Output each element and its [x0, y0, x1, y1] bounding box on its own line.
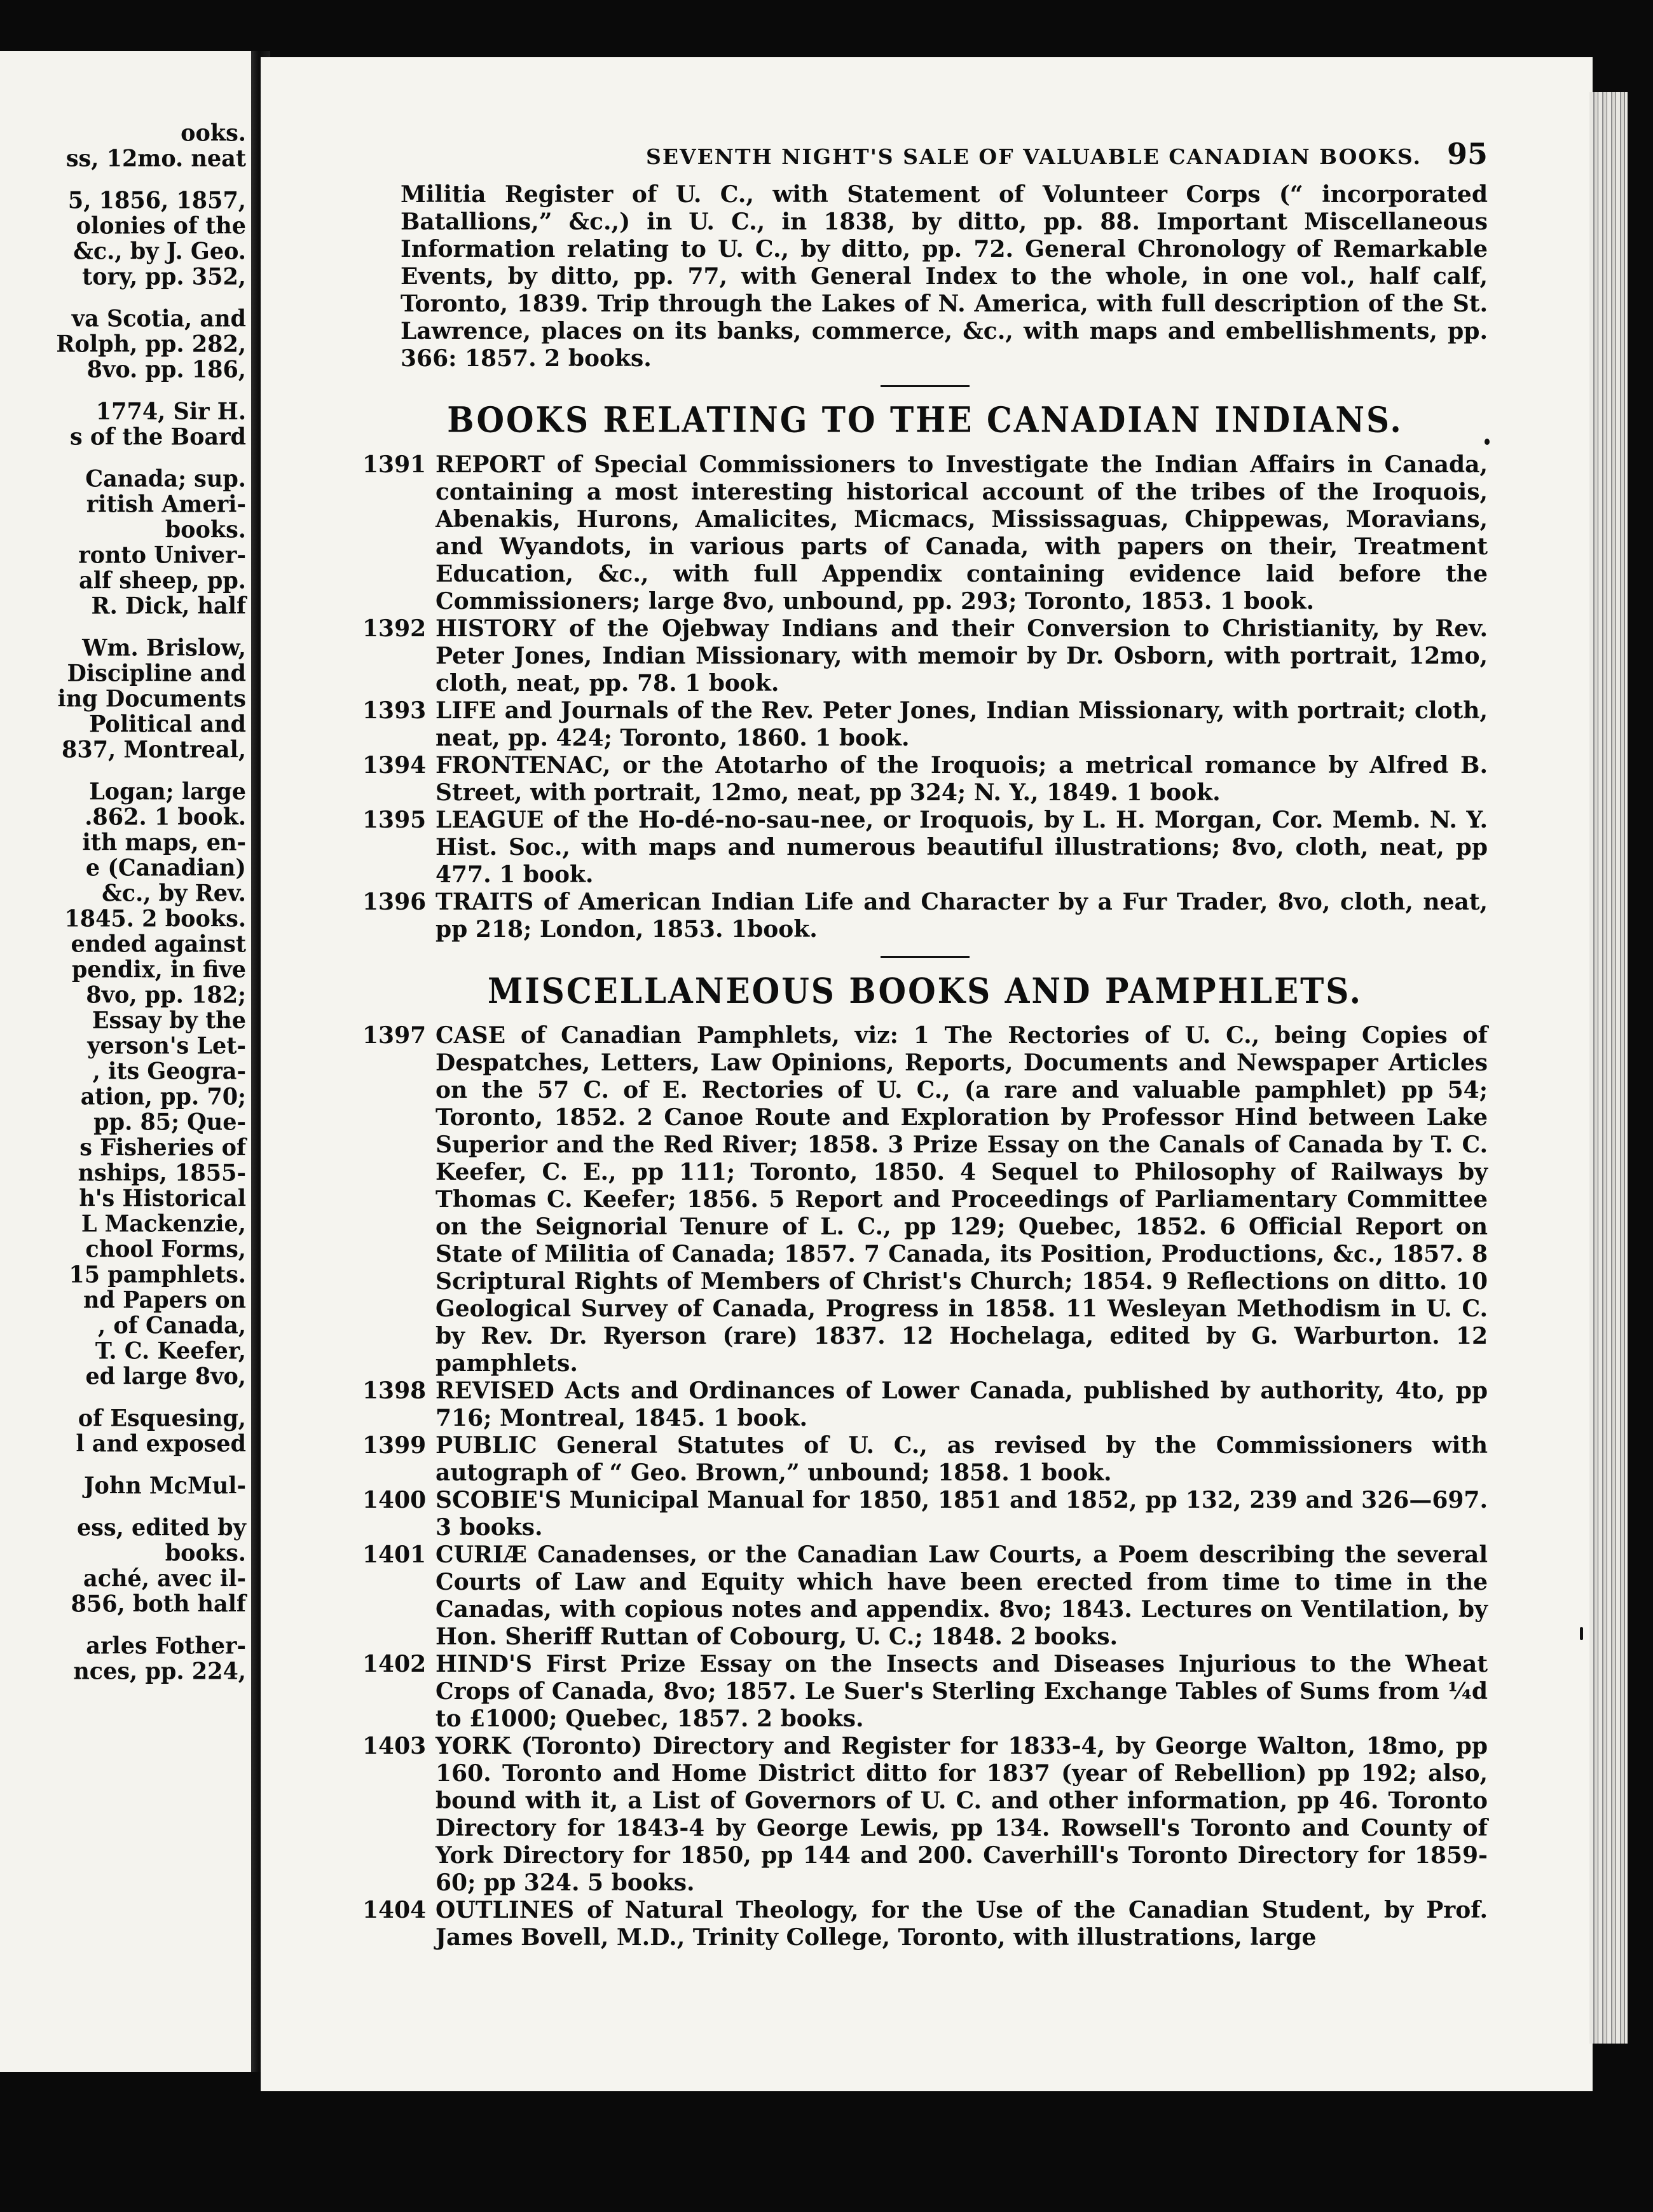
catalogue-entry: [362, 697, 1488, 752]
left-page-line: 1774, Sir H.: [95, 397, 246, 425]
lot-number: 1391: [362, 451, 427, 478]
print-speck: [1580, 1627, 1583, 1640]
left-page-line: ooks.: [181, 119, 246, 147]
left-page-line: 5, 1856, 1857,: [67, 186, 246, 214]
left-page-line: Discipline and: [67, 659, 246, 687]
lot-number: 1392: [362, 615, 427, 642]
page-number: 95: [1446, 137, 1488, 171]
entry-list: [362, 451, 1488, 943]
catalogue-entry: [362, 1733, 1488, 1897]
left-page-line: &c., by Rev.: [102, 879, 246, 907]
running-header: [362, 137, 1488, 181]
catalogue-entry: [362, 752, 1488, 807]
left-page-line: R. Dick, half: [91, 592, 246, 620]
catalogue-entry: [362, 1377, 1488, 1432]
entry-description: HIND'S First Prize Essay on the Insects and Diseases Injurious to the Wheat Crops of Canada, 8vo; 1857. Le Suer's Sterling Exchange Tables of Sums from ¼d to £1000; Quebec, 1857. 2 books.: [436, 1651, 1488, 1732]
left-page-text: [4, 121, 246, 1684]
left-page-line: , its Geogra-: [92, 1057, 246, 1085]
left-page-line: va Scotia, and: [71, 304, 246, 332]
left-page-line: of Esquesing,: [78, 1404, 246, 1432]
entry-description: REVISED Acts and Ordinances of Lower Canada, published by authority, 4to, pp 716; Montreal, 1845. 1 book.: [436, 1377, 1488, 1431]
print-speck: [1485, 439, 1490, 445]
catalogue-entry: [362, 1022, 1488, 1377]
left-page-line: ess, edited by: [77, 1513, 246, 1541]
catalogue-entry: [362, 451, 1488, 615]
left-page-line: pendix, in five: [71, 955, 246, 983]
lot-number: 1394: [362, 752, 427, 779]
section-heading: BOOKS RELATING TO THE CANADIAN INDIANS.: [447, 399, 1403, 440]
left-page-line: ritish Ameri-: [86, 490, 246, 518]
section-misc-books: [362, 956, 1488, 1951]
lot-number: 1398: [362, 1377, 427, 1404]
entry-description: OUTLINES of Natural Theology, for the Use of the Canadian Student, by Prof. James Bovell, M.D., Trinity College, Toronto, with illustrations, large: [436, 1897, 1488, 1951]
lot-number: 1397: [362, 1022, 427, 1049]
left-page-line: nships, 1855-: [78, 1159, 246, 1187]
left-page-line: books.: [165, 515, 246, 543]
left-page-line: nces, pp. 224,: [73, 1657, 246, 1685]
left-page-line: ing Documents: [57, 685, 246, 713]
left-page-line: ended against: [71, 930, 246, 958]
lot-number: 1403: [362, 1733, 427, 1759]
left-page-line: alf sheep, pp.: [79, 566, 246, 594]
catalogue-entry: [362, 1541, 1488, 1651]
left-page-line: tory, pp. 352,: [82, 263, 246, 290]
lot-number: 1393: [362, 697, 427, 724]
section-divider: [881, 956, 970, 958]
lot-number: 1396: [362, 889, 427, 915]
entry-description: PUBLIC General Statutes of U. C., as revised by the Commissioners with autograph of “ Geo. Brown,” unbound; 1858. 1 book.: [436, 1432, 1488, 1486]
entry-description: HISTORY of the Ojebway Indians and their Conversion to Christianity, by Rev. Peter Jones, Indian Missionary, with memoir by Dr. Osborn, with portrait, 12mo, cloth, neat, pp. 78. 1 book.: [436, 615, 1488, 697]
running-title: SEVENTH NIGHT'S SALE OF VALUABLE CANADIAN BOOKS.: [646, 144, 1422, 169]
left-page-line: l and exposed: [76, 1430, 246, 1458]
left-page-line: pp. 85; Que-: [93, 1108, 246, 1136]
entry-list: [362, 1022, 1488, 1951]
entry-description: LEAGUE of the Ho-dé-no-sau-nee, or Iroquois, by L. H. Morgan, Cor. Memb. N. Y. Hist. Soc., with maps and numerous beautiful illustrations; 8vo, cloth, neat, pp 477. 1 book.: [436, 807, 1488, 888]
left-page-line: arles Fother-: [86, 1632, 246, 1660]
left-page-line: ed large 8vo,: [85, 1362, 246, 1390]
page-edges: [1589, 92, 1628, 2044]
entry-description: TRAITS of American Indian Life and Character by a Fur Trader, 8vo, cloth, neat, pp 218; London, 1853. 1book.: [436, 889, 1488, 943]
left-page-line: ronto Univer-: [78, 541, 246, 569]
left-page-line: John McMul-: [83, 1471, 246, 1499]
entry-description: REPORT of Special Commissioners to Investigate the Indian Affairs in Canada, containing a most interesting historical account of the tribes of the Iroquois, Abenakis, Hurons, Amalicites, Micmacs, Mississaguas, Chippewas, Moravians, and Wyandots, in various parts of Canada, with papers on their, Treatment Education, &c., with full Appendix containing evidence laid before the Commissioners; large 8vo, unbound, pp. 293; Toronto, 1853. 1 book.: [436, 451, 1488, 615]
left-page-line: olonies of the: [76, 212, 246, 240]
left-page-line: L Mackenzie,: [81, 1210, 246, 1238]
left-page-line: chool Forms,: [85, 1235, 246, 1263]
entry-description: FRONTENAC, or the Atotarho of the Iroquois; a metrical romance by Alfred B. Street, with portrait, 12mo, neat, pp 324; N. Y., 1849. 1 book.: [436, 752, 1488, 806]
section-divider: [881, 385, 970, 387]
left-page-line: , of Canada,: [98, 1311, 246, 1339]
left-page-line: nd Papers on: [83, 1286, 246, 1314]
catalogue-entry: [362, 807, 1488, 889]
left-page-line: books.: [165, 1539, 246, 1567]
left-page-line: Logan; large: [89, 777, 246, 805]
left-page-line: 837, Montreal,: [62, 735, 246, 763]
catalogue-entry: [362, 615, 1488, 697]
lot-number: 1395: [362, 807, 427, 833]
lot-number: 1404: [362, 1897, 427, 1923]
left-page-line: h's Historical: [79, 1184, 246, 1212]
catalogue-entry: [362, 1897, 1488, 1951]
lot-number: 1400: [362, 1487, 427, 1513]
edge-shadow: [1628, 83, 1653, 2053]
section-indian-books: [362, 385, 1488, 943]
catalogue-entry: [362, 1651, 1488, 1733]
catalogue-entry: [362, 1432, 1488, 1487]
left-page-line: s of the Board: [69, 423, 246, 451]
left-page-line: 1845. 2 books.: [64, 905, 246, 932]
catalogue-entry: [362, 1487, 1488, 1541]
left-page-line: Rolph, pp. 282,: [56, 330, 246, 358]
left-page-line: 8vo. pp. 186,: [86, 355, 246, 383]
entry-description: CURIÆ Canadenses, or the Canadian Law Courts, a Poem describing the several Courts of Law and Equity which have been erected from time to time in the Canadas, with copious notes and appendix. 8vo; 1843. Lectures on Ventilation, by Hon. Sheriff Ruttan of Cobourg, U. C.; 1848. 2 books.: [436, 1541, 1488, 1650]
continuation-paragraph: Militia Register of U. C., with Statement of Volunteer Corps (“ incorporated Batallions,” &c.,) in U. C., in 1838, by ditto, pp. 88. Important Miscellaneous Information relating to U. C., by ditto, pp. 72. General Chronology of Remarkable Events, by ditto, pp. 77, with General Index to the whole, in one vol., half calf, Toronto, 1839. Trip through the Lakes of N. America, with full description of the St. Lawrence, places on its banks, commerce, &c., with maps and embellishments, pp. 366: 1857. 2 books.: [401, 181, 1488, 372]
left-page-line: T. C. Keefer,: [95, 1337, 246, 1365]
left-page-line: &c., by J. Geo.: [73, 237, 246, 265]
catalogue-entry: [362, 889, 1488, 943]
entry-description: YORK (Toronto) Directory and Register for 1833-4, by George Walton, 18mo, pp 160. Toronto and Home District ditto for 1837 (year of Rebellion) pp 192; also, bound with it, a List of Governors of U. C. and other information, pp 46. Toronto Directory for 1843-4 by George Lewis, pp 134. Rowsell's Toronto and County of York Directory for 1850, pp 144 and 200. Caverhill's Toronto Directory for 1859-60; pp 324. 5 books.: [436, 1733, 1488, 1896]
left-page-line: 15 pamphlets.: [69, 1260, 246, 1288]
left-page-line: 856, both half: [71, 1590, 246, 1618]
left-page-line: Essay by the: [92, 1006, 246, 1034]
left-page-line: 8vo, pp. 182;: [86, 981, 246, 1009]
left-page-line: e (Canadian): [85, 854, 246, 882]
page-content: [362, 137, 1488, 1951]
left-page-line: ss, 12mo. neat: [65, 144, 246, 172]
section-heading: MISCELLANEOUS BOOKS AND PAMPHLETS.: [487, 970, 1363, 1011]
lot-number: 1399: [362, 1432, 427, 1459]
left-page-line: s Fisheries of: [79, 1133, 246, 1161]
right-page: [261, 57, 1593, 2091]
left-page-line: yerson's Let-: [87, 1032, 246, 1060]
left-page-line: Political and: [89, 710, 246, 738]
entry-description: LIFE and Journals of the Rev. Peter Jones, Indian Missionary, with portrait; cloth, neat, pp. 424; Toronto, 1860. 1 book.: [436, 697, 1488, 751]
entry-description: CASE of Canadian Pamphlets, viz: 1 The Rectories of U. C., being Copies of Despatches, Letters, Law Opinions, Reports, Documents and Newspaper Articles on the 57 C. of E. Rectories of U. C., (a rare and valuable pamphlet) pp 54; Toronto, 1852. 2 Canoe Route and Exploration by Professor Hind between Lake Superior and the Red River; 1858. 3 Prize Essay on the Canals of Canada by T. C. Keefer, C. E., pp 111; Toronto, 1850. 4 Sequel to Philosophy of Railways by Thomas C. Keefer; 1856. 5 Report and Proceedings of Parliamentary Committee on the Seignorial Tenure of L. C., pp 129; Quebec, 1852. 6 Official Report on State of Militia of Canada; 1857. 7 Canada, its Position, Productions, &c., 1857. 8 Scriptural Rights of Members of Christ's Church; 1854. 9 Reflections on ditto. 10 Geological Survey of Canada, Progress in 1858. 11 Wesleyan Methodism in U. C. by Rev. Dr. Ryerson (rare) 1837. 12 Hochelaga, edited by G. Warburton. 12 pamphlets.: [436, 1022, 1488, 1377]
left-page-line: ith maps, en-: [82, 828, 246, 856]
left-page-line: Canada; sup.: [85, 465, 246, 493]
lot-number: 1402: [362, 1651, 427, 1677]
left-page-line: ation, pp. 70;: [80, 1082, 246, 1110]
lot-number: 1401: [362, 1541, 427, 1568]
left-page-line: aché, avec il-: [83, 1564, 246, 1592]
entry-description: SCOBIE'S Municipal Manual for 1850, 1851 and 1852, pp 132, 239 and 326—697. 3 books.: [436, 1487, 1488, 1541]
left-page-line: .862. 1 book.: [85, 803, 246, 831]
left-page: [0, 51, 253, 2072]
left-page-line: Wm. Brislow,: [82, 634, 246, 662]
